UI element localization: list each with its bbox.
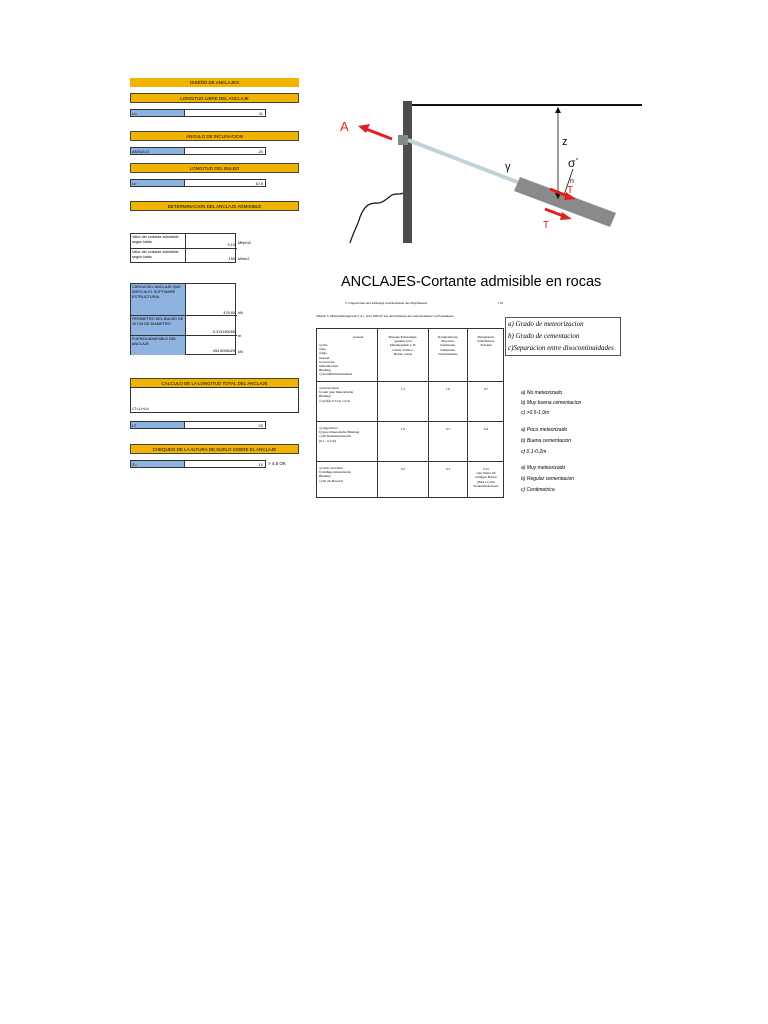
row-3-val-1: 0,5 [400, 467, 406, 471]
note-1b: b) Muy buena cementacion [521, 400, 582, 406]
note-2c: c) 0.1-0.2m [521, 449, 547, 455]
label-lt: LT [130, 421, 185, 429]
arrow-a-shaft [366, 129, 392, 139]
row-2-left: a) angewittert b) gute mineralische Bindung c) im Dezimeterbereich (0,1 - 0,2 m) [319, 426, 360, 443]
label-ll: Ll= [130, 109, 185, 117]
value-angulo[interactable]: 20 [185, 147, 266, 155]
figure-title: ANCLAJES-Cortante admisible en rocas [341, 274, 602, 290]
header-chequeo: CHEQUEO DE LA ALTURA DE SUELO SOBRE EL ANCLAJE [130, 444, 299, 454]
depth-arrow-top [555, 107, 561, 113]
header-calculo-total: CALCULO DE LA LONGITUD TOTAL DEL ANCLAJE [130, 378, 299, 388]
header-gestein: Gestein [353, 335, 364, 339]
value-lt[interactable]: 22 [185, 421, 266, 429]
row-1-val-2: 1,0 [445, 387, 451, 391]
anchor-diagram [330, 95, 645, 250]
perimetro-unit: m [238, 333, 242, 338]
carga-label: CARGA DEL ANCLAJE QUE ARROJA EL SOFTWARE ESTRUCTURAL [131, 284, 186, 316]
note-1a: a) No meteorizado [521, 390, 563, 396]
fuerza-label: FUERZA ADMISIBLE DEL ANCLAJE [131, 336, 186, 355]
carga-unit: kN [238, 310, 243, 315]
value-ll[interactable]: 11 [185, 109, 266, 117]
sheet-title: DISEÑO DE ANCLAJES [130, 78, 299, 87]
german-page-header: 5. Ungestörten und zulässige Gebrauchslast des Einpfanzens [345, 301, 428, 305]
arrow-t-lower-head [560, 212, 572, 220]
translation-b: b) Grado de cementacion [508, 332, 580, 340]
row-1-val-1: 1,5 [400, 387, 406, 391]
label-z: Z= [130, 460, 185, 468]
translation-c: c)Separacion entre disocontinuidades [508, 344, 614, 352]
row-3-val-2: 0,3 [445, 467, 451, 471]
header-determinacion: DETERMINACION DEL ANCLAJE ADMISIBLE [130, 201, 299, 211]
translation-box [505, 317, 621, 356]
col-header-3: Mergelstein, Schiefferton, Tonstein [477, 335, 495, 348]
wall [403, 101, 412, 243]
cortante-unit-1: MN/m2 [238, 240, 251, 245]
header-left: a) Ver- witte- rungs- zustand b) Grad der mineralischen Bindung c) Trennflächenabstände [319, 343, 353, 377]
value-lb[interactable]: 10.5 [185, 179, 266, 187]
row-1-left: a) unverwittert b) sehr gute mineralische Bindung c) größer 0,5 bis 1,0 m [319, 386, 354, 403]
col-header-1: Massige Erstarrungs- gesteine und Metamorphite z. B. Granit, Gabbro, Basalt, Gneis [388, 335, 418, 356]
perimetro-value[interactable]: 0.314159265 [186, 316, 237, 336]
label-a: A [340, 119, 349, 134]
calculo-total-box [130, 387, 299, 413]
note-1c: c) >0.5-1.0m [521, 410, 550, 416]
carga-value[interactable]: 478.80 [186, 284, 237, 316]
header-bulbo: LONGITUD DEL BULBO [130, 163, 299, 173]
row-2-val-2: 0,7 [445, 427, 451, 431]
note-3a: a) Muy meteorizado [521, 465, 566, 471]
row-3-val-3: 0,15 oder Werte für bindiges Boden (Bild 11) mit Sicherheitsbeiwert [473, 467, 499, 488]
row-3-left: a) stark verwittert b) mäßige mineralische Bindung c) im cm-Bereich [319, 466, 351, 483]
value-z[interactable]: 10 [185, 460, 266, 468]
rock-crack [350, 193, 403, 243]
cortante-value-1[interactable]: 0.15 [186, 234, 237, 249]
carga-table [130, 283, 236, 355]
label-n: n [570, 178, 574, 185]
header-angulo: ANGULO DE INCLINACION [130, 131, 299, 141]
german-caption: Tabelle 5. Mantelreibungswert (τ) τ_m in MN/m² zur Abschätzung der Gebrauchslast von Felsankern. [316, 314, 455, 318]
row-1-val-3: 0,7 [483, 387, 489, 391]
label-lb: Lb [130, 179, 185, 187]
fuerza-value[interactable]: 494.8008429 [212, 349, 235, 353]
row-2-val-3: 0,4 [483, 427, 489, 431]
note-3c: c) Centimetrica [521, 487, 555, 493]
cortante-value-2[interactable]: 150 [228, 257, 235, 261]
german-table [316, 328, 504, 498]
col-header-2: Konglomerate, Breccien, Sandsteine, Kalksteine, Dolomitsteine [437, 335, 459, 356]
cortante-label-2: Valor del cortante admisible según tabla [131, 249, 186, 263]
formula-lt: LT=Ll+Lb [132, 406, 149, 411]
label-gamma: γ [505, 161, 511, 173]
german-page-number: 133 [498, 301, 504, 305]
translation-a: a) Grado de meteorizacion [508, 320, 584, 328]
note-3b: b) Regular cementacion [521, 476, 575, 482]
cortante-unit-2: kN/m2 [238, 256, 250, 261]
note-2b: b) Buena cementacion [521, 438, 572, 444]
check-result: > 4.5 OK [268, 461, 286, 466]
cortante-table [130, 233, 236, 263]
cortante-label-1: Valor del cortante admisible según tabla [131, 234, 186, 249]
label-angulo: ANGULO [130, 147, 185, 155]
header-longitud-libre: LONGITUD LIBRE DEL ANCLAJE [130, 93, 299, 103]
perimetro-label: PERIMETRO DEL BULBO DE 10 CM DE DIAMETRO [131, 316, 186, 336]
row-2-val-1: 1,0 [400, 427, 406, 431]
label-z: z [562, 136, 568, 148]
label-t-lower: T [543, 220, 550, 231]
fuerza-unit: kN [238, 349, 243, 354]
label-sigma: σ´ [568, 156, 580, 170]
note-2a: a) Poco meteorizado [521, 427, 568, 433]
anchor-head [398, 135, 408, 145]
label-t-upper: T [567, 185, 574, 196]
